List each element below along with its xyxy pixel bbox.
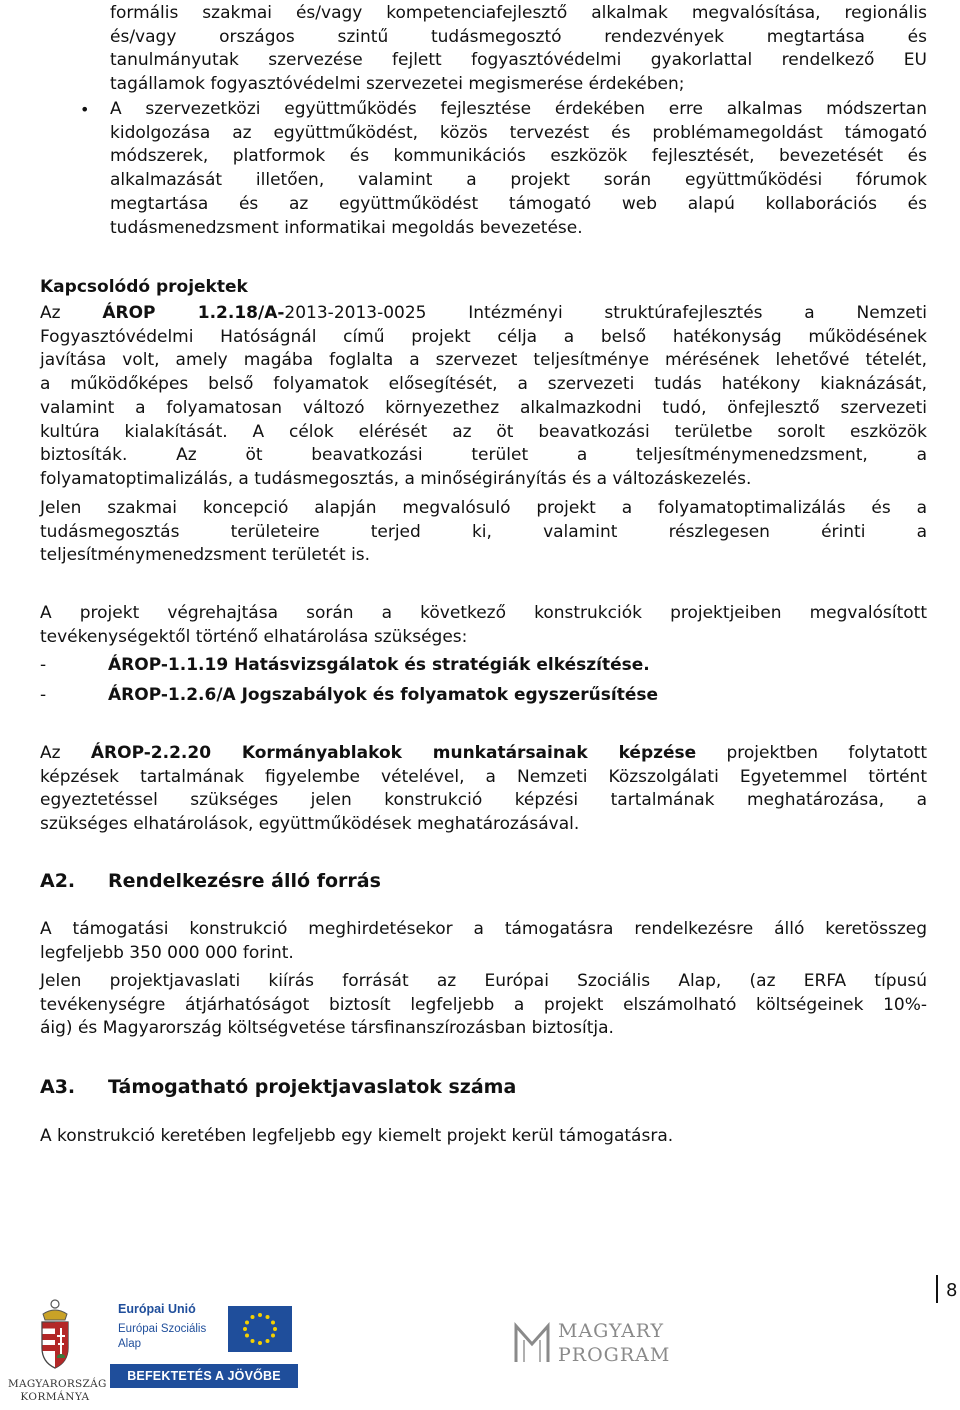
- magyary-program-logo: [512, 1314, 672, 1374]
- text-line: Jelen szakmai koncepció alapján megvalósuló projekt a folyamatoptimalizálás és a: [40, 498, 927, 518]
- paragraph-jelen-koncepcio: [40, 497, 927, 568]
- eu-esf-logo: [110, 1298, 306, 1406]
- paragraph-arop-1-2-18: [40, 302, 927, 492]
- text-line: kultúra kialakítását. A célok elérését az öt beavatkozási területbe sorolt eszközök: [40, 421, 927, 442]
- eu-stars-icon: [228, 1306, 292, 1352]
- eu-banner: BEFEKTETÉS A JÖVŐBE: [110, 1364, 298, 1388]
- page-number: 8: [946, 1280, 958, 1301]
- text-line: Az ÁROP 1.2.18/A-2013-2013-0025 Intézményi struktúrafejlesztés a Nemzeti: [40, 303, 927, 323]
- paragraph-a2-forras: [40, 970, 927, 1041]
- project-code: ÁROP 1.2.18/A-: [102, 303, 285, 323]
- paragraph-a2-keretosszeg: [40, 918, 927, 965]
- eu-line1: Európai Unió: [118, 1302, 196, 1316]
- text-line: biztosíták. Az öt beavatkozási terület a teljesítménymenedzsment, a: [40, 445, 927, 466]
- text-line: tevékenységre átjárhatóságot biztosít legfeljebb a projekt elszámolható költségeinek 10%-: [40, 994, 927, 1015]
- text-line: tevékenységektől történő elhatárolása szükséges:: [40, 626, 468, 647]
- text-line: a működőképes belső folyamatok elősegítését, a szervezeti tudás hatékony kiaknázását,: [40, 374, 927, 395]
- section-number-a3: A3.: [40, 1076, 76, 1098]
- section-title-a2: Rendelkezésre álló forrás: [108, 870, 381, 892]
- dash-icon: -: [40, 685, 47, 705]
- text-line: A támogatási konstrukció meghirdetésekor a támogatásra rendelkezésre álló keretösszeg: [40, 919, 927, 939]
- section-title-a3: Támogatható projektjavaslatok száma: [108, 1076, 517, 1098]
- text-line: megtartása és az együttműködést támogató web alapú kollaborációs és: [110, 193, 927, 214]
- paragraph-arop-2-2-20: [40, 742, 927, 837]
- hungarian-government-logo: [8, 1296, 107, 1406]
- text-line: tudásmenedzsment informatikai megoldás bevezetése.: [110, 217, 583, 238]
- eu-flag-icon: [228, 1306, 292, 1352]
- eu-line3: Alap: [118, 1338, 142, 1350]
- text-line: tanulmányutak szervezése fejlett fogyasztóvédelmi gyakorlattal rendelkező EU: [110, 50, 927, 71]
- section-number-a2: A2.: [40, 870, 76, 892]
- gov-logo-line2: KORMÁNYA: [20, 1391, 90, 1403]
- magyary-mark-icon: [512, 1318, 552, 1366]
- text-line: képzések tartalmának figyelembe vételével, a Nemzeti Közszolgálati Egyetemmel történt: [40, 766, 927, 787]
- text-line: szükséges elhatárolások, együttműködések meghatározásával.: [40, 814, 580, 835]
- text-line: javítása volt, amely magába foglalta a szervezet teljesítménye mérésének lehetővé tételét,: [40, 350, 927, 371]
- list-item-2: [80, 98, 927, 240]
- magyary-line2: PROGRAM: [558, 1344, 671, 1366]
- dash-list-item: - ÁROP-1.2.6/A Jogszabályok és folyamatok egyszerűsítése: [40, 685, 659, 705]
- magyary-line1: MAGYARY: [558, 1320, 665, 1342]
- list-item-1: [110, 2, 927, 97]
- eu-label-box: [110, 1298, 218, 1352]
- section-heading-kapcsolodo: Kapcsolódó projektek: [40, 277, 248, 297]
- text-line: valamint a folyamatosan változó környezethez alkalmazkodni tudó, önfejlesztő szervezeti: [40, 397, 927, 418]
- text-line: A szervezetközi együttműködés fejlesztése érdekében erre alkalmas módszertan: [110, 99, 927, 119]
- text-line: kidolgozása az együttműködést, közös tervezést és problémamegoldást támogató: [110, 122, 927, 143]
- text-line: áig) és Magyarország költségvetése társfinanszírozásban biztosítja.: [40, 1018, 614, 1039]
- text-line: A projekt végrehajtása során a következő konstrukciók projektjeiben megvalósított: [40, 603, 927, 623]
- text-line: tagállamok fogyasztóvédelmi szervezetei megismerése érdekében;: [110, 74, 685, 95]
- text-line: formális szakmai és/vagy kompetenciafejlesztő alkalmak megvalósítása, regionális: [110, 3, 927, 23]
- text-line: teljesítménymenedzsment területét is.: [40, 545, 371, 566]
- text-line: és/vagy országos szintű tudásmegosztó rendezvények megtartása és: [110, 26, 927, 47]
- text-line: módszerek, platformok és kommunikációs eszközök fejlesztését, bevezetését és: [110, 146, 927, 167]
- project-title: ÁROP-2.2.20 Kormányablakok munkatársainak képzése: [90, 743, 697, 763]
- dash-icon: -: [40, 655, 47, 675]
- gov-logo-line1: MAGYARORSZÁG: [8, 1378, 107, 1390]
- paragraph-elhatarolas: [40, 602, 927, 649]
- bullet-icon: •: [80, 100, 90, 119]
- text-line: tudásmegosztás területeire terjed ki, valamint részlegesen érinti a: [40, 521, 927, 542]
- coat-of-arms-icon: [8, 1296, 102, 1374]
- dash-list-item: - ÁROP-1.1.19 Hatásvizsgálatok és stratégiák elkészítése.: [40, 655, 650, 675]
- text-line: egyeztetéssel szükséges jelen konstrukció képzési tartalmának meghatározása, a: [40, 790, 927, 811]
- page-number-rule: [936, 1275, 938, 1303]
- text-line: alkalmazását illetően, valamint a projekt során együttműködési fórumok: [110, 170, 927, 191]
- text-line: Jelen projektjavaslati kiírás forrását az Európai Szociális Alap, (az ERFA típusú: [40, 971, 927, 991]
- text-line: legfeljebb 350 000 000 forint.: [40, 942, 294, 963]
- text-line: Fogyasztóvédelmi Hatóságnál című projekt célja a belső hatékonyság működésének: [40, 326, 927, 347]
- eu-line2: Európai Szociális: [118, 1323, 207, 1335]
- paragraph-a3: A konstrukció keretében legfeljebb egy kiemelt projekt kerül támogatásra.: [40, 1126, 674, 1146]
- text-line: Az ÁROP-2.2.20 Kormányablakok munkatársainak képzése projektben folytatott: [40, 743, 927, 763]
- text-line: folyamatoptimalizálás, a tudásmegosztás, a minőségirányítás és a változáskezelés.: [40, 468, 752, 489]
